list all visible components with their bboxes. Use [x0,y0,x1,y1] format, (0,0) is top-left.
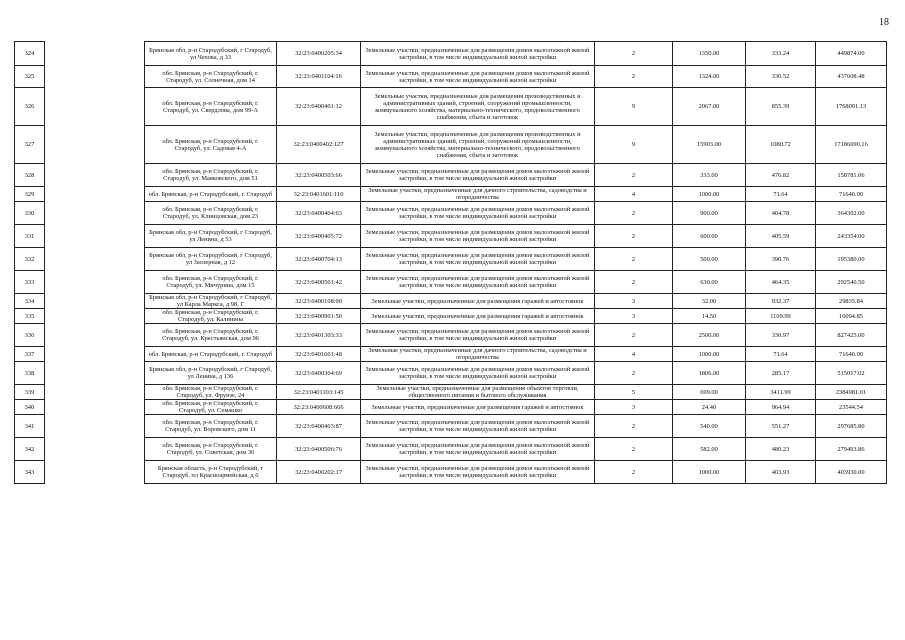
cadastral-number-cell: 32:23:0400501:42 [277,271,361,294]
row-number-cell: 337 [15,347,45,362]
cadastral-number-cell: 32:23:0400506:76 [277,438,361,461]
spacer-cell [45,202,145,225]
use-group-cell: 3 [595,400,673,415]
spacer-cell [45,271,145,294]
cadastral-number-cell: 32:23:0400404:63 [277,202,361,225]
row-number-cell: 327 [15,126,45,164]
specific-value-cell: 71.64 [746,347,816,362]
address-cell: Брянская обл, р-н Стародубский, г Стародуб, ул Чехова, д 33 [145,42,277,66]
specific-value-cell: 404.78 [746,202,816,225]
table-row [15,42,887,66]
address-cell: Брянская обл, р-н Стародубский, г Стародуб, ул Карла Маркса, д 98, Г [145,294,277,309]
land-use-cell: Земельные участки, предназначенные для размещения объектов торговли, общественного питания и бытового обслуживания [361,385,595,400]
table-row [15,324,887,347]
use-group-cell: 9 [595,88,673,126]
row-number-cell: 326 [15,88,45,126]
address-cell: Брянская обл, р-н Стародубский, г Стародуб, ул Заозерная, д 12 [145,248,277,271]
land-use-cell: Земельные участки, предназначенные для размещения домов малоэтажной жилой застройки, в том числе индивидуальной жилой застройки [361,438,595,461]
area-cell: 24.40 [673,400,746,415]
row-number-cell: 332 [15,248,45,271]
land-use-cell: Земельные участки, предназначенные для размещения домов малоэтажной жилой застройки, в том числе индивидуальной жилой застройки [361,461,595,484]
specific-value-cell: 285.17 [746,362,816,385]
use-group-cell: 2 [595,362,673,385]
address-cell: обл. Брянская, р-н Стародубский, г. Стародуб, ул. Клинцовская, дом 23 [145,202,277,225]
cadastral-number-cell: 32:23:0400304:69 [277,362,361,385]
address-cell: обл. Брянская, р-н Стародубский, г. Стародуб, ул. Семашко [145,400,277,415]
spacer-cell [45,294,145,309]
spacer-cell [45,66,145,88]
table-row [15,309,887,324]
address-cell: обл. Брянская, р-н Стародубский, г. Стародуб, ул. Воровского, дом 11 [145,415,277,438]
cadastral-value-cell: 292540.50 [816,271,887,294]
specific-value-cell: 476.82 [746,164,816,187]
row-number-cell: 342 [15,438,45,461]
area-cell: 1000.00 [673,187,746,202]
specific-value-cell: 390.76 [746,248,816,271]
address-cell: обл. Брянская, р-н Стародубский, г. Стародуб, ул. Крестьянская, дом 96 [145,324,277,347]
row-number-cell: 328 [15,164,45,187]
table-row [15,225,887,248]
table-body [15,42,887,484]
address-cell: обл. Брянская, р-н Стародубский, г. Стародуб, ул. Садовая 4-А [145,126,277,164]
cadastral-value-cell: 515017.02 [816,362,887,385]
cadastral-number-cell: 32:23:0400108:90 [277,294,361,309]
spacer-cell [45,461,145,484]
row-number-cell: 338 [15,362,45,385]
spacer-cell [45,400,145,415]
use-group-cell: 3 [595,309,673,324]
land-use-cell: Земельные участки, предназначенные для размещения домов малоэтажной жилой застройки, в том числе индивидуальной жилой застройки [361,248,595,271]
specific-value-cell: 1080.72 [746,126,816,164]
table-row [15,362,887,385]
land-use-cell: Земельные участки, предназначенные для размещения гаражей и автостоянок [361,309,595,324]
table-row [15,438,887,461]
table-row [15,164,887,187]
cadastral-value-cell: 17186690.16 [816,126,887,164]
cadastral-value-cell: 297685.80 [816,415,887,438]
area-cell: 1806.00 [673,362,746,385]
row-number-cell: 343 [15,461,45,484]
spacer-cell [45,126,145,164]
cadastral-value-cell: 449874.00 [816,42,887,66]
use-group-cell: 2 [595,461,673,484]
spacer-cell [45,362,145,385]
address-cell: обл. Брянская, р-н Стародубский, г. Стародуб, ул. Мичурина, дом 15 [145,271,277,294]
spacer-cell [45,248,145,271]
spacer-cell [45,187,145,202]
specific-value-cell: 964.94 [746,400,816,415]
specific-value-cell: 405.59 [746,225,816,248]
spacer-cell [45,415,145,438]
area-cell: 1324.00 [673,66,746,88]
page-number: 18 [879,17,889,28]
use-group-cell: 2 [595,164,673,187]
address-cell: обл. Брянская, р-н Стародубский, г. Стародуб, ул. Солнечная, дом 14 [145,66,277,88]
cadastral-value-cell: 437608.48 [816,66,887,88]
land-use-cell: Земельные участки, предназначенные для размещения домов малоэтажной жилой застройки, в том числе индивидуальной жилой застройки [361,271,595,294]
table-row [15,126,887,164]
land-use-cell: Земельные участки, предназначенные для размещения домов малоэтажной жилой застройки, в том числе индивидуальной жилой застройки [361,324,595,347]
cadastral-number-cell: 32:23:0400202:17 [277,461,361,484]
land-use-cell: Земельные участки, предназначенные для размещения домов малоэтажной жилой застройки, в том числе индивидуальной жилой застройки [361,225,595,248]
spacer-cell [45,42,145,66]
address-cell: обл. Брянская, р-н Стародубский, г. Стародуб, ул. Маяковского, дом 51 [145,164,277,187]
area-cell: 540.00 [673,415,746,438]
address-cell: обл. Брянская, р-н Стародубский, г. Стародуб [145,347,277,362]
area-cell: 500.00 [673,248,746,271]
table-row [15,400,887,415]
row-number-cell: 339 [15,385,45,400]
use-group-cell: 3 [595,294,673,309]
land-use-cell: Земельные участки, предназначенные для размещения гаражей и автостоянок [361,400,595,415]
area-cell: 14.50 [673,309,746,324]
specific-value-cell: 330.52 [746,66,816,88]
area-cell: 600.00 [673,225,746,248]
cadastral-number-cell: 32:23:0400405:72 [277,225,361,248]
specific-value-cell: 464.35 [746,271,816,294]
specific-value-cell: 3411.99 [746,385,816,400]
use-group-cell: 2 [595,324,673,347]
table-row [15,415,887,438]
cadastral-value-cell: 403930.00 [816,461,887,484]
area-cell: 2500.00 [673,324,746,347]
cadastral-value-cell: 16094.85 [816,309,887,324]
land-use-cell: Земельные участки, предназначенные для размещения домов малоэтажной жилой застройки, в том числе индивидуальной жилой застройки [361,42,595,66]
spacer-cell [45,88,145,126]
address-cell: обл. Брянская, р-н Стародубский, г. Стародуб, ул. Советская, дом 36 [145,438,277,461]
area-cell: 699.00 [673,385,746,400]
area-cell: 1350.00 [673,42,746,66]
spacer-cell [45,438,145,461]
row-number-cell: 330 [15,202,45,225]
cadastral-value-cell: 2384981.01 [816,385,887,400]
row-number-cell: 324 [15,42,45,66]
cadastral-value-cell: 243354.00 [816,225,887,248]
cadastral-number-cell: 32:23:0401104:16 [277,66,361,88]
cadastral-number-cell: 32:23:0400608:666 [277,400,361,415]
address-cell: Брянская область, р-н Стародубский, г Стародуб, пл Красноармейская, д 6 [145,461,277,484]
cadastral-number-cell: 32:23:0401601:110 [277,187,361,202]
address-cell: обл. Брянская, р-н Стародубский, г. Стародуб, ул. Свердлова, дом 99-А [145,88,277,126]
table-row [15,294,887,309]
use-group-cell: 2 [595,42,673,66]
cadastral-number-cell: 32:23:0401103:145 [277,385,361,400]
row-number-cell: 331 [15,225,45,248]
table-row [15,347,887,362]
cadastral-number-cell: 32:23:0401303:33 [277,324,361,347]
cadastral-value-cell: 279493.86 [816,438,887,461]
spacer-cell [45,385,145,400]
use-group-cell: 2 [595,438,673,461]
spacer-cell [45,225,145,248]
cadastral-number-cell: 32:23:0400503:66 [277,164,361,187]
spacer-cell [45,347,145,362]
specific-value-cell: 480.23 [746,438,816,461]
table-row [15,202,887,225]
cadastral-value-cell: 195380.00 [816,248,887,271]
land-use-cell: Земельные участки, предназначенные для размещения домов малоэтажной жилой застройки, в том числе индивидуальной жилой застройки [361,164,595,187]
spacer-cell [45,309,145,324]
use-group-cell: 4 [595,347,673,362]
land-use-cell: Земельные участки, предназначенные для размещения производственных и административных зданий, строений, сооружений промышленности, коммунального хозяйства, материально-технического, продовольственного снабжения, сбыта и заготовок [361,126,595,164]
cadastral-number-cell: 32:23:0400901:50 [277,309,361,324]
land-use-cell: Земельные участки, предназначенные для дачного строительства, садоводства и огородничества [361,347,595,362]
use-group-cell: 5 [595,385,673,400]
use-group-cell: 2 [595,202,673,225]
cadastral-number-cell: 32:23:0400403:87 [277,415,361,438]
land-use-cell: Земельные участки, предназначенные для размещения домов малоэтажной жилой застройки, в том числе индивидуальной жилой застройки [361,202,595,225]
cadastral-value-cell: 827425.00 [816,324,887,347]
row-number-cell: 325 [15,66,45,88]
table-row [15,461,887,484]
row-number-cell: 336 [15,324,45,347]
row-number-cell: 335 [15,309,45,324]
use-group-cell: 2 [595,415,673,438]
cadastral-number-cell: 32:23:0400205:34 [277,42,361,66]
land-use-cell: Земельные участки, предназначенные для размещения домов малоэтажной жилой застройки, в том числе индивидуальной жилой застройки [361,415,595,438]
land-use-cell: Земельные участки, предназначенные для дачного строительства, садоводства и огородничества [361,187,595,202]
spacer-cell [45,164,145,187]
cadastral-value-cell: 158781.06 [816,164,887,187]
cadastral-value-cell: 71640.00 [816,347,887,362]
spacer-cell [45,324,145,347]
area-cell: 582.00 [673,438,746,461]
specific-value-cell: 551.27 [746,415,816,438]
cadastral-number-cell: 32:23:0400401:12 [277,88,361,126]
row-number-cell: 333 [15,271,45,294]
cadastral-value-cell: 23544.54 [816,400,887,415]
address-cell: Брянская обл, р-н Стародубский, г Стародуб, ул Ленина, д 136 [145,362,277,385]
land-use-cell: Земельные участки, предназначенные для размещения домов малоэтажной жилой застройки, в том числе индивидуальной жилой застройки [361,362,595,385]
land-use-cell: Земельные участки, предназначенные для размещения гаражей и автостоянок [361,294,595,309]
use-group-cell: 2 [595,271,673,294]
cadastral-value-cell: 71640.00 [816,187,887,202]
specific-value-cell: 932.37 [746,294,816,309]
use-group-cell: 4 [595,187,673,202]
use-group-cell: 9 [595,126,673,164]
area-cell: 630.00 [673,271,746,294]
row-number-cell: 329 [15,187,45,202]
specific-value-cell: 333.24 [746,42,816,66]
row-number-cell: 340 [15,400,45,415]
cadastral-number-cell: 32:23:0400704:13 [277,248,361,271]
row-number-cell: 334 [15,294,45,309]
use-group-cell: 2 [595,225,673,248]
area-cell: 1000.00 [673,461,746,484]
area-cell: 15903.00 [673,126,746,164]
specific-value-cell: 71.64 [746,187,816,202]
address-cell: обл. Брянская, р-н Стародубский, г. Стародуб, ул. Фрунзе, 24 [145,385,277,400]
row-number-cell: 341 [15,415,45,438]
use-group-cell: 2 [595,66,673,88]
land-use-cell: Земельные участки, предназначенные для размещения производственных и административных зданий, строений, сооружений промышленности, коммунального хозяйства, материально-технического, продовольственного снабжения, сбыта и заготовок [361,88,595,126]
address-cell: Брянская обл, р-н Стародубский, г Стародуб, ул Ленина, д 53 [145,225,277,248]
area-cell: 333.00 [673,164,746,187]
area-cell: 900.00 [673,202,746,225]
use-group-cell: 2 [595,248,673,271]
specific-value-cell: 1109.99 [746,309,816,324]
table-row [15,248,887,271]
cadastral-value-cell: 364302.00 [816,202,887,225]
table-row [15,385,887,400]
address-cell: обл. Брянская, р-н Стародубский, г. Стародуб [145,187,277,202]
cadastral-value-cell: 29835.84 [816,294,887,309]
table-row [15,88,887,126]
area-cell: 32.00 [673,294,746,309]
specific-value-cell: 855.39 [746,88,816,126]
address-cell: обл. Брянская, р-н Стародубский, г. Стародуб, ул. Калинина [145,309,277,324]
specific-value-cell: 403.93 [746,461,816,484]
specific-value-cell: 330.97 [746,324,816,347]
area-cell: 2067.00 [673,88,746,126]
cadastral-value-cell: 1768091.13 [816,88,887,126]
cadastral-number-cell: 32:23:0400402:127 [277,126,361,164]
table-row [15,271,887,294]
table-row [15,187,887,202]
cadastral-number-cell: 32:23:0401601:48 [277,347,361,362]
table-row [15,66,887,88]
area-cell: 1000.00 [673,347,746,362]
land-plots-table [14,41,887,484]
land-use-cell: Земельные участки, предназначенные для размещения домов малоэтажной жилой застройки, в том числе индивидуальной жилой застройки [361,66,595,88]
